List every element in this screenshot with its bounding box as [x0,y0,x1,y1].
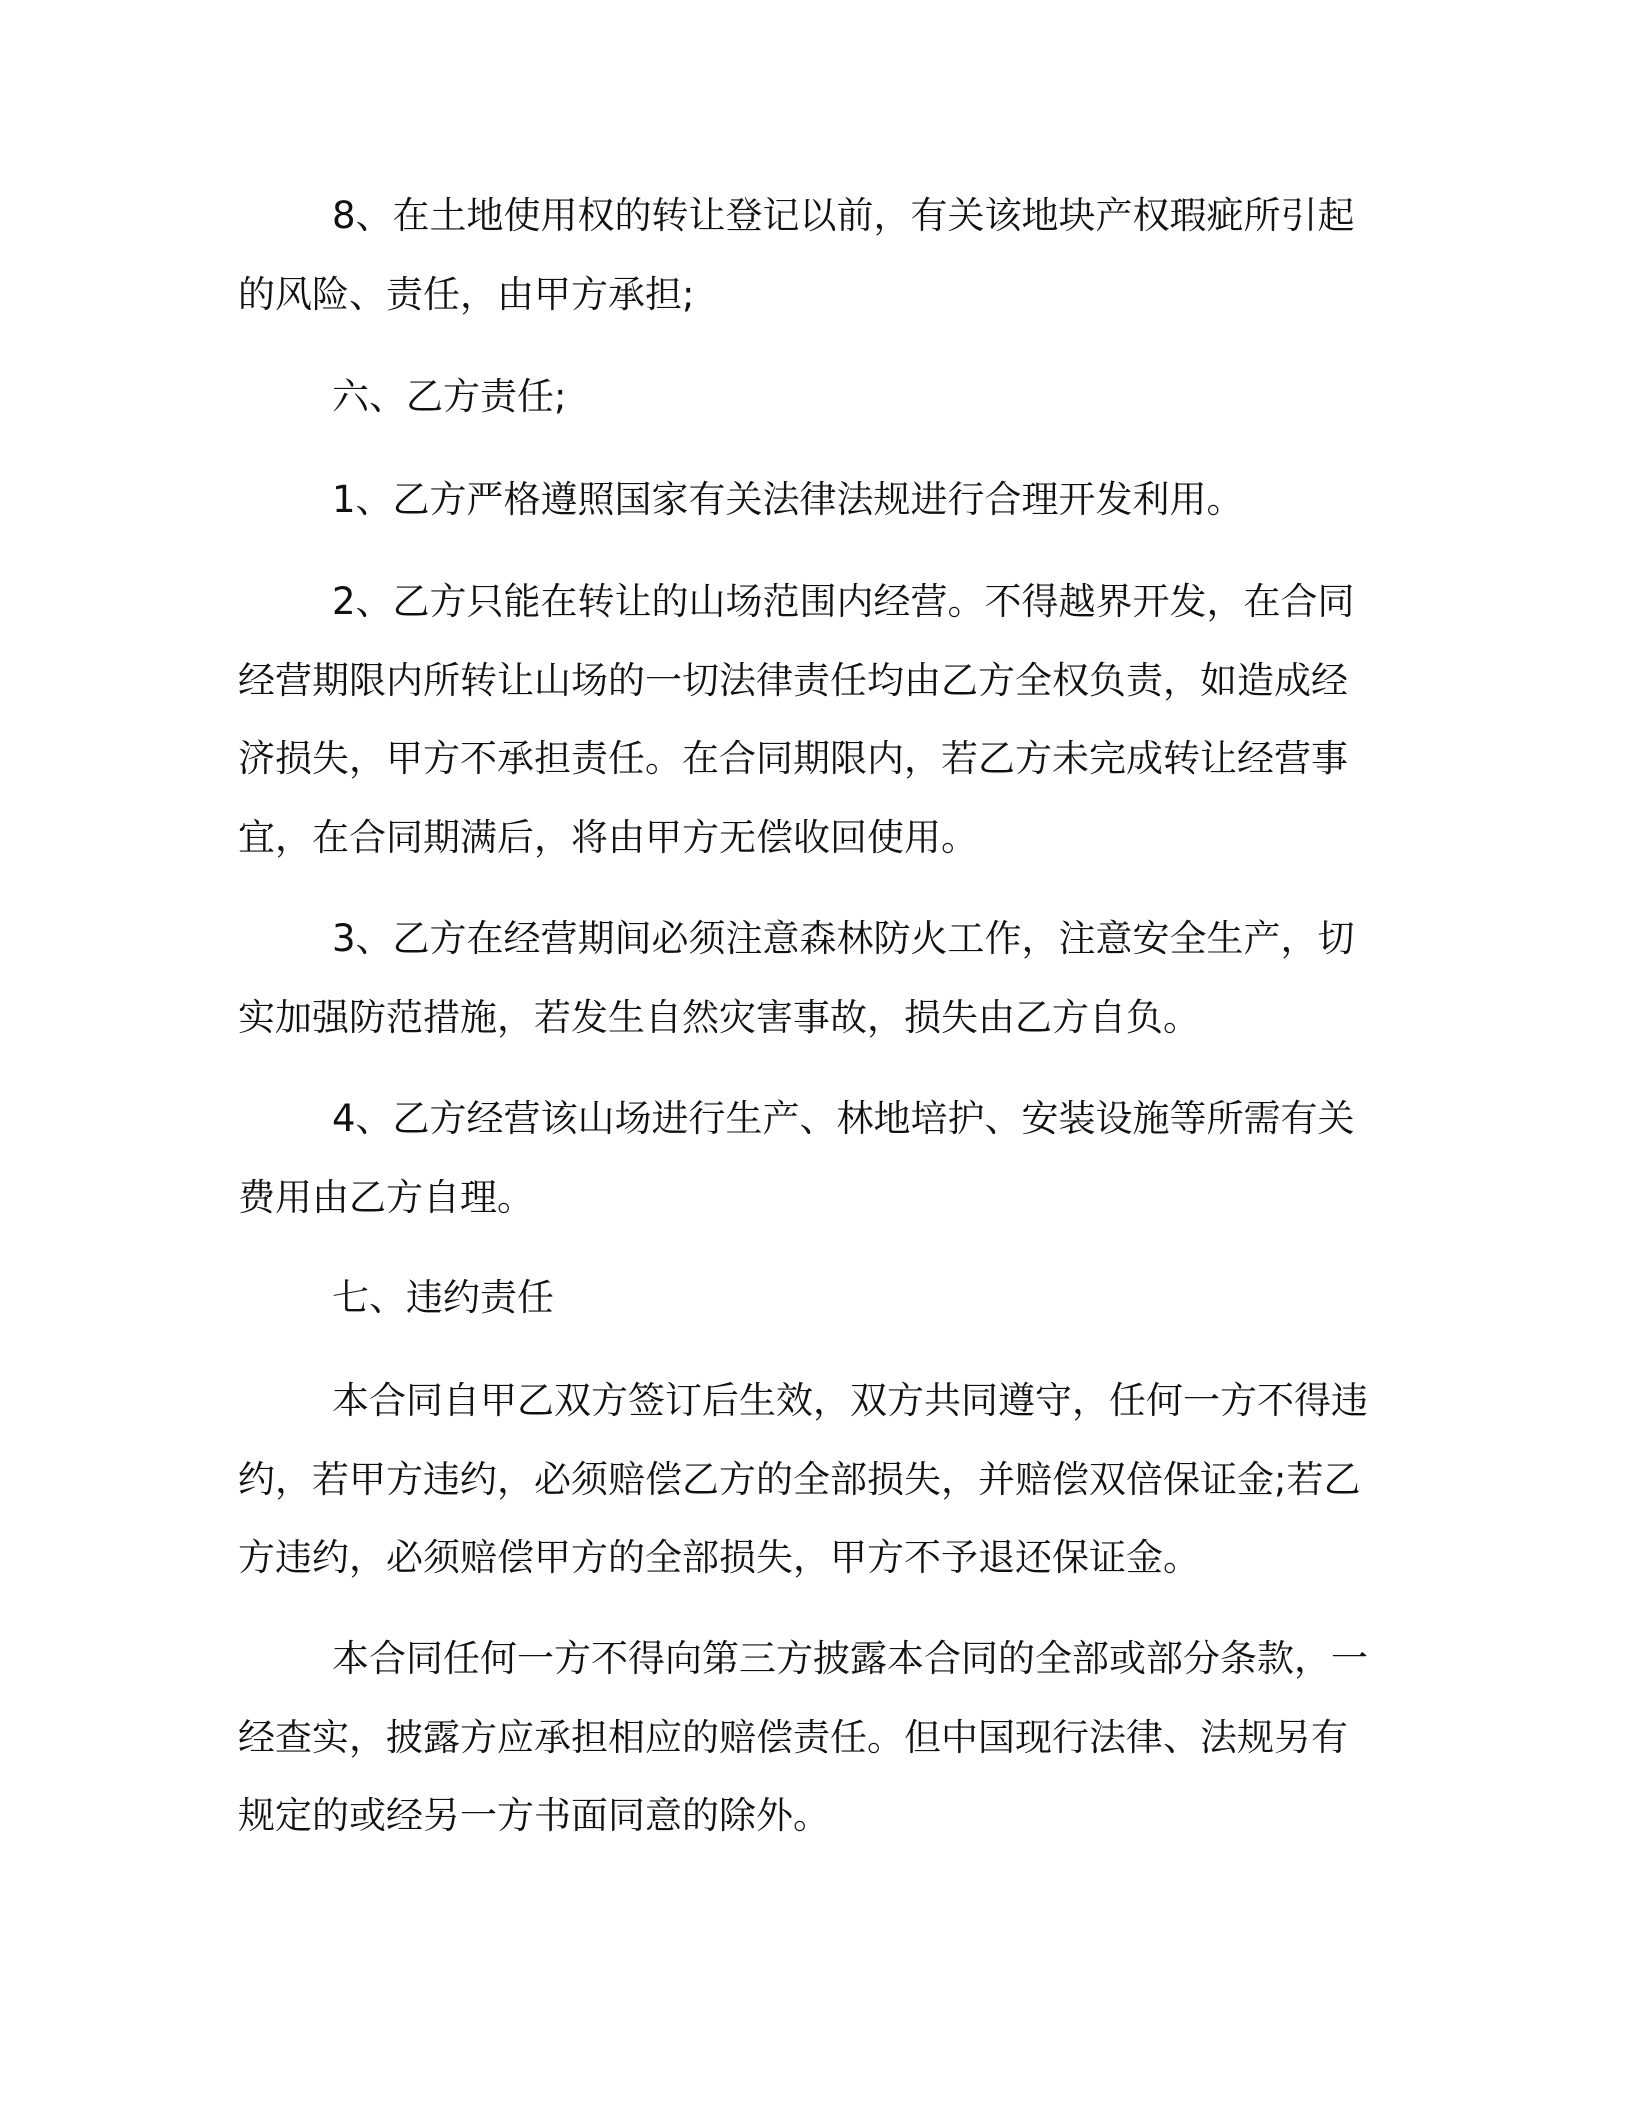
section-heading-breach-liability [238,1259,1378,1338]
paragraph-item-3 [238,900,1378,1057]
text-line: 方违约，必须赔偿甲方的全部损失，甲方不予退还保证金。 [238,1536,1200,1580]
text-line: 费用由乙方自理。 [238,1175,534,1219]
paragraph-item-1 [238,461,1378,540]
section-heading-party-b-responsibilities [238,358,1378,437]
text-line: 经营期限内所转让山场的一切法律责任均由乙方全权负责，如造成经 [238,658,1348,702]
text-line: 4、乙方经营该山场进行生产、林地培护、安装设施等所需有关 [332,1097,1355,1140]
paragraph-breach-clause [238,1362,1378,1598]
text-line: 经查实，披露方应承担相应的赔偿责任。但中国现行法律、法规另有 [238,1715,1348,1759]
text-line: 宜，在合同期满后，将由甲方无偿收回使用。 [238,815,978,859]
paragraph-confidentiality-clause [238,1620,1378,1856]
text-line: 约，若甲方违约，必须赔偿乙方的全部损失，并赔偿双倍保证金;若乙 [238,1457,1361,1501]
paragraph-item-8 [238,177,1378,334]
text-line: 3、乙方在经营期间必须注意森林防火工作，注意安全生产，切 [332,917,1355,960]
text-line: 8、在土地使用权的转让登记以前，有关该地块产权瑕疵所引起 [332,194,1355,237]
text-line: 规定的或经另一方书面同意的除外。 [238,1794,830,1838]
paragraph-item-4 [238,1080,1378,1237]
text-line: 七、违约责任 [332,1276,554,1319]
text-line: 本合同自甲乙双方签订后生效，双方共同遵守，任何一方不得违 [332,1379,1368,1422]
paragraph-item-2 [238,563,1378,877]
text-line: 本合同任何一方不得向第三方披露本合同的全部或部分条款，一 [332,1637,1368,1680]
text-line: 六、乙方责任; [332,375,567,418]
text-line: 实加强防范措施，若发生自然灾害事故，损失由乙方自负。 [238,995,1200,1039]
text-line: 的风险、责任，由甲方承担; [238,272,695,316]
text-line: 2、乙方只能在转让的山场范围内经营。不得越界开发，在合同 [332,580,1355,623]
text-line: 1、乙方严格遵照国家有关法律法规进行合理开发利用。 [332,478,1244,521]
text-line: 济损失，甲方不承担责任。在合同期限内，若乙方未完成转让经营事 [238,737,1348,781]
